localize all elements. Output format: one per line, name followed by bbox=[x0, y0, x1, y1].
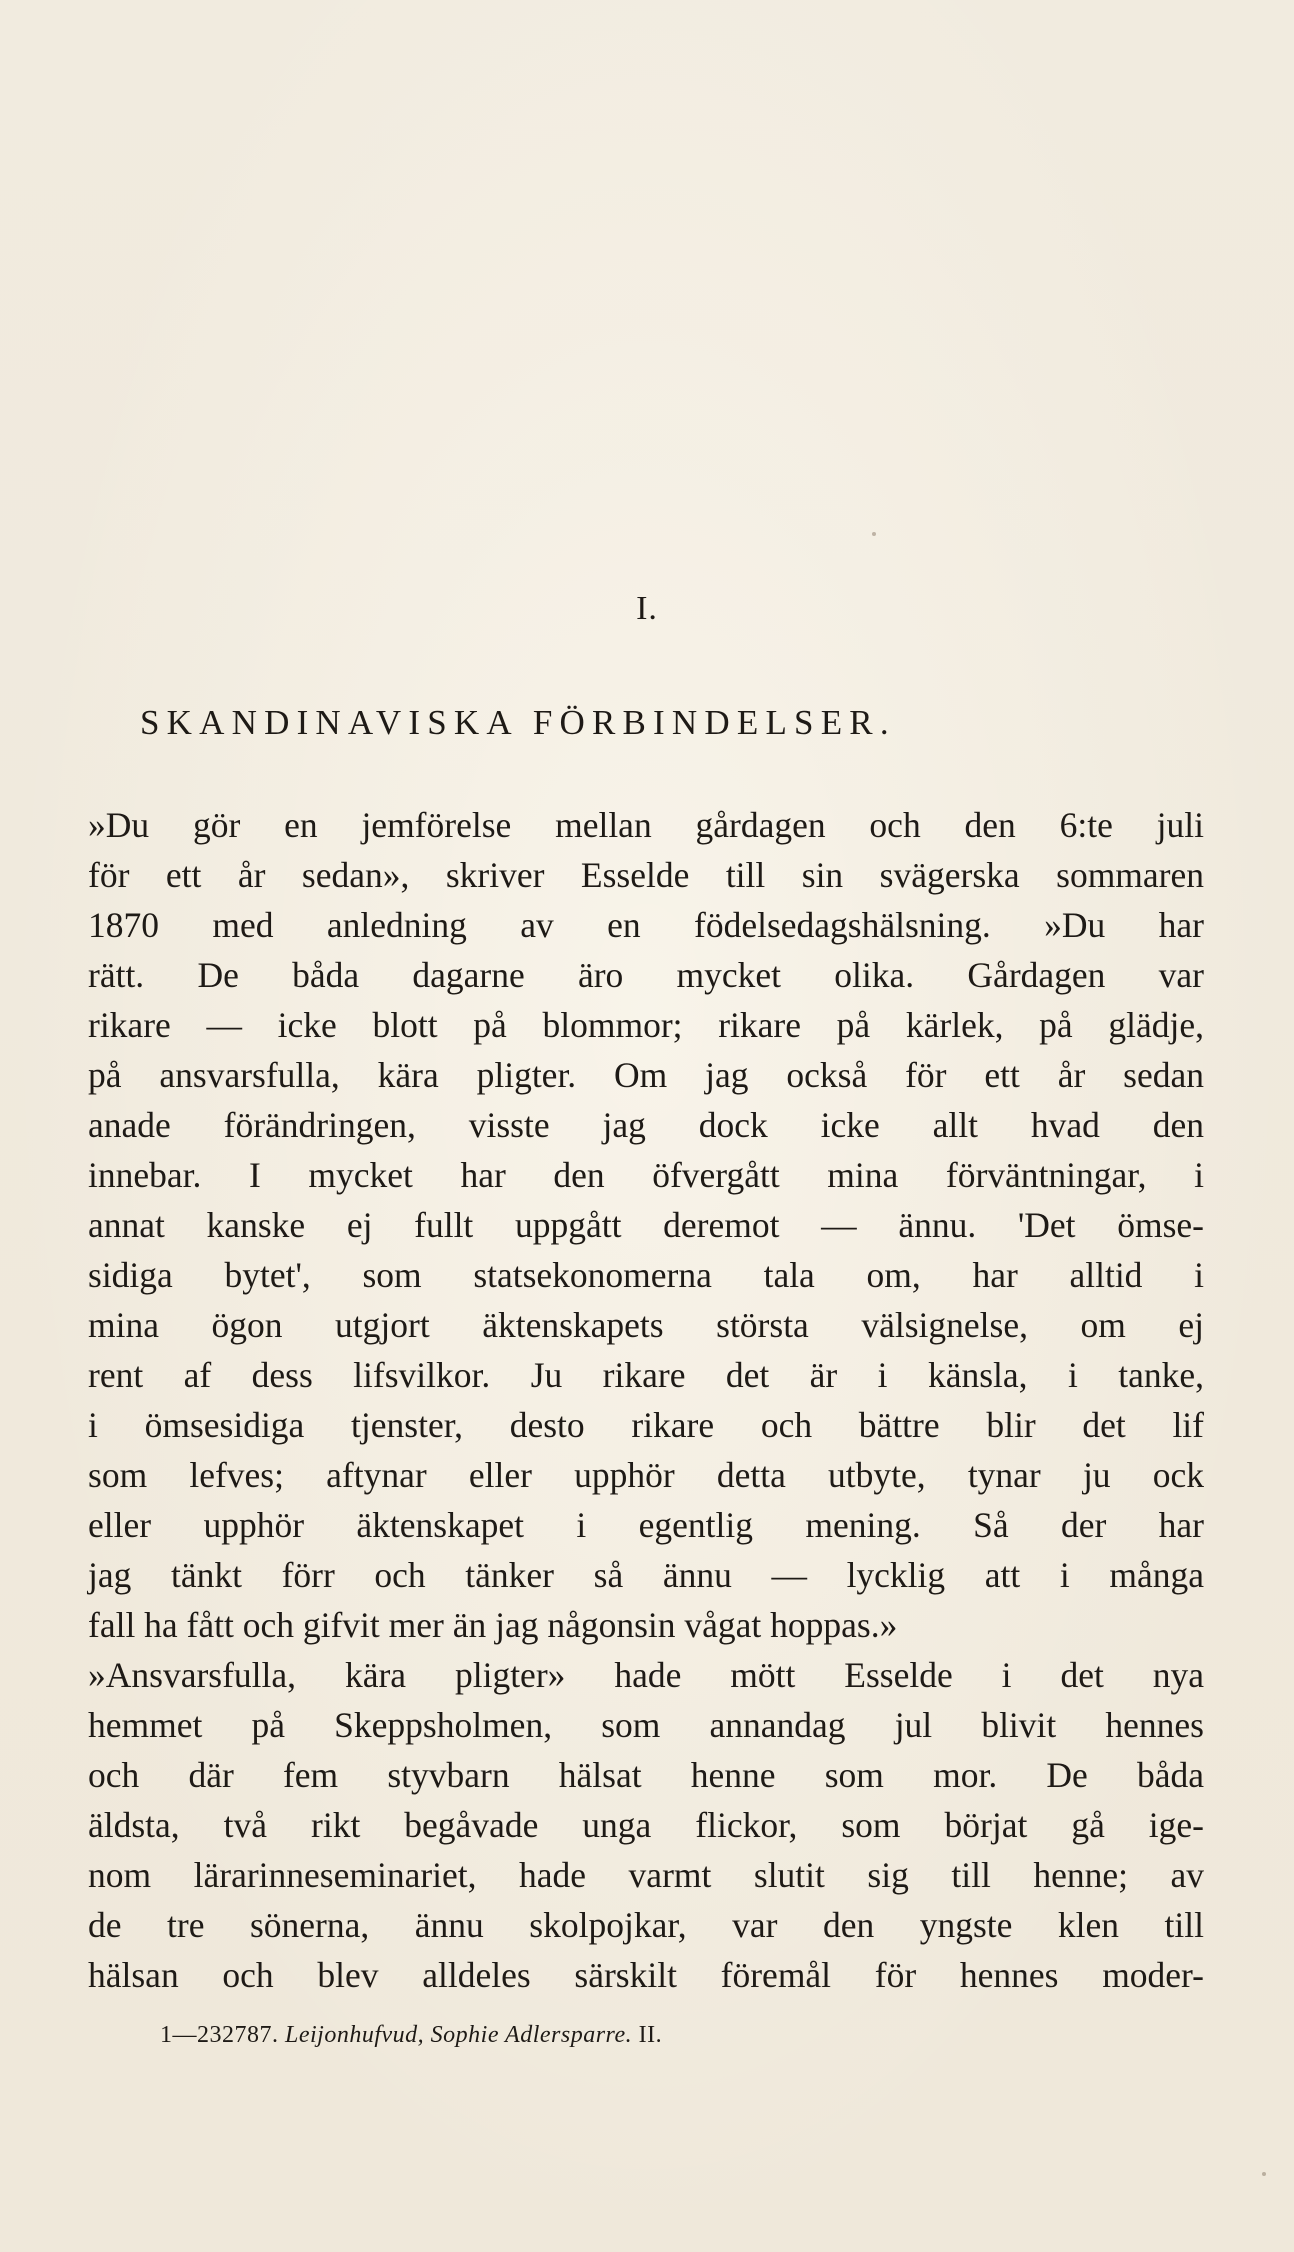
text-line: äldsta, två rikt begåvade unga flickor, som börjat gå ige- bbox=[88, 1805, 1204, 1845]
text-line: och där fem styvbarn hälsat henne som mor. De båda bbox=[88, 1755, 1204, 1795]
chapter-number: I. bbox=[636, 590, 658, 627]
text-line: rätt. De båda dagarne äro mycket olika. Gårdagen var bbox=[88, 955, 1204, 995]
footer-volume: II. bbox=[638, 2022, 663, 2048]
text-line: 1870 med anledning av en födelsedagshälsning. »Du har bbox=[88, 905, 1204, 945]
text-line: fall ha fått och gifvit mer än jag någonsin vågat hoppas.» bbox=[88, 1605, 898, 1645]
page-footer bbox=[160, 2022, 1060, 2049]
text-line: anade förändringen, visste jag dock icke allt hvad den bbox=[88, 1105, 1204, 1145]
footer-signature: 1—232787. bbox=[160, 2022, 279, 2048]
text-line: sidiga bytet', som statsekonomerna tala om, har alltid i bbox=[88, 1255, 1204, 1295]
chapter-title: SKANDINAVISKA FÖRBINDELSER. bbox=[140, 703, 896, 742]
body-text bbox=[88, 800, 1204, 2000]
text-line: mina ögon utgjort äktenskapets största välsignelse, om ej bbox=[88, 1305, 1204, 1345]
paper-speck bbox=[1262, 2172, 1266, 2176]
footer-name-part2: Sophie Adlersparre. bbox=[430, 2022, 633, 2048]
text-line: nom lärarinneseminariet, hade varmt slutit sig till henne; av bbox=[88, 1855, 1204, 1895]
text-line: rikare — icke blott på blommor; rikare på kärlek, på glädje, bbox=[88, 1005, 1204, 1045]
text-line: i ömsesidiga tjenster, desto rikare och bättre blir det lif bbox=[88, 1405, 1204, 1445]
text-line: »Ansvarsfulla, kära pligter» hade mött Esselde i det nya bbox=[88, 1655, 1204, 1695]
text-line: annat kanske ej fullt uppgått deremot — ännu. 'Det ömse- bbox=[88, 1205, 1204, 1245]
text-line: hemmet på Skeppsholmen, som annandag jul blivit hennes bbox=[88, 1705, 1204, 1745]
text-line: för ett år sedan», skriver Esselde till sin svägerska sommaren bbox=[88, 855, 1204, 895]
text-line: »Du gör en jemförelse mellan gårdagen och den 6:te juli bbox=[88, 805, 1204, 845]
text-line: hälsan och blev alldeles särskilt föremål för hennes moder- bbox=[88, 1955, 1204, 1995]
text-line: innebar. I mycket har den öfvergått mina förväntningar, i bbox=[88, 1155, 1204, 1195]
paper-speck bbox=[872, 532, 876, 536]
footer-name-part1: Leijonhufvud, bbox=[285, 2022, 425, 2048]
text-line: rent af dess lifsvilkor. Ju rikare det är i känsla, i tanke, bbox=[88, 1355, 1204, 1395]
text-line: på ansvarsfulla, kära pligter. Om jag också för ett år sedan bbox=[88, 1055, 1204, 1095]
text-line: som lefves; aftynar eller upphör detta utbyte, tynar ju ock bbox=[88, 1455, 1204, 1495]
text-line: de tre sönerna, ännu skolpojkar, var den yngste klen till bbox=[88, 1905, 1204, 1945]
text-line: jag tänkt förr och tänker så ännu — lycklig att i många bbox=[88, 1555, 1204, 1595]
text-line: eller upphör äktenskapet i egentlig mening. Så der har bbox=[88, 1505, 1204, 1545]
